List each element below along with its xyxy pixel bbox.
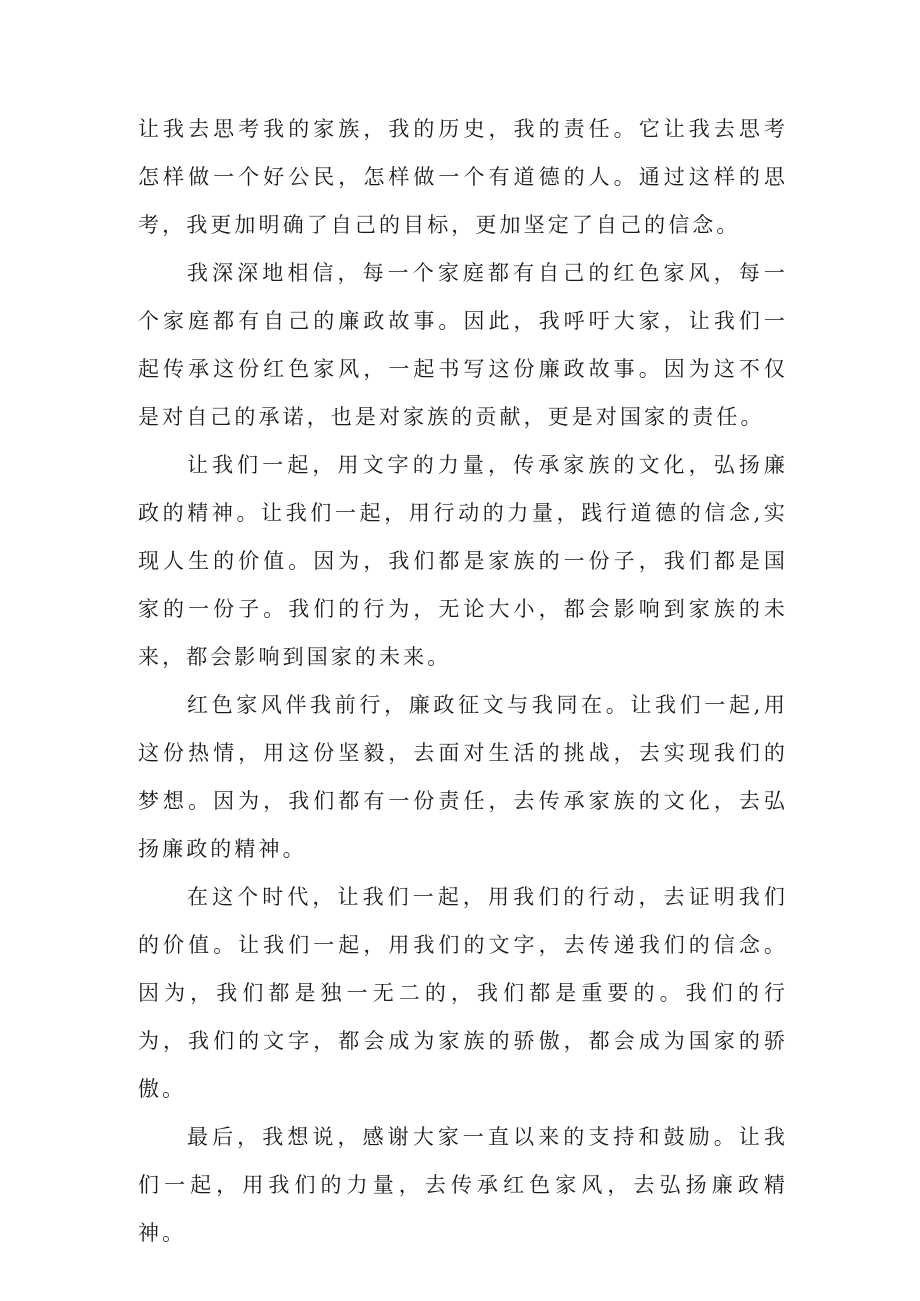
- paragraph: 在这个时代，让我们一起，用我们的行动，去证明我们的价值。让我们一起，用我们的文字，去传递我们的信念。因为，我们都是独一无二的，我们都是重要的。我们的行为，我们的文字，都会成为家族的骄傲，都会成为国家的骄傲。: [138, 885, 788, 1101]
- paragraph: 我深深地相信，每一个家庭都有自己的红色家风，每一个家庭都有自己的廉政故事。因此，我呼吁大家，让我们一起传承这份红色家风，一起书写这份廉政故事。因为这不仅是对自己的承诺，也是对家族的贡献，更是对国家的责任。: [138, 261, 788, 429]
- paragraph: 红色家风伴我前行，廉政征文与我同在。让我们一起,用这份热情，用这份坚毅，去面对生活的挑战，去实现我们的梦想。因为，我们都有一份责任，去传承家族的文化，去弘扬廉政的精神。: [138, 693, 788, 861]
- paragraph: 让我去思考我的家族，我的历史，我的责任。它让我去思考怎样做一个好公民，怎样做一个有道德的人。通过这样的思考，我更加明确了自己的目标，更加坚定了自己的信念。: [138, 117, 788, 237]
- paragraph: 最后，我想说，感谢大家一直以来的支持和鼓励。让我们一起，用我们的力量，去传承红色家风，去弘扬廉政精神。: [138, 1125, 788, 1245]
- paragraph: 让我们一起，用文字的力量，传承家族的文化，弘扬廉政的精神。让我们一起，用行动的力量，践行道德的信念,实现人生的价值。因为，我们都是家族的一份子，我们都是国家的一份子。我们的行为，无论大小，都会影响到家族的未来，都会影响到国家的未来。: [138, 453, 788, 669]
